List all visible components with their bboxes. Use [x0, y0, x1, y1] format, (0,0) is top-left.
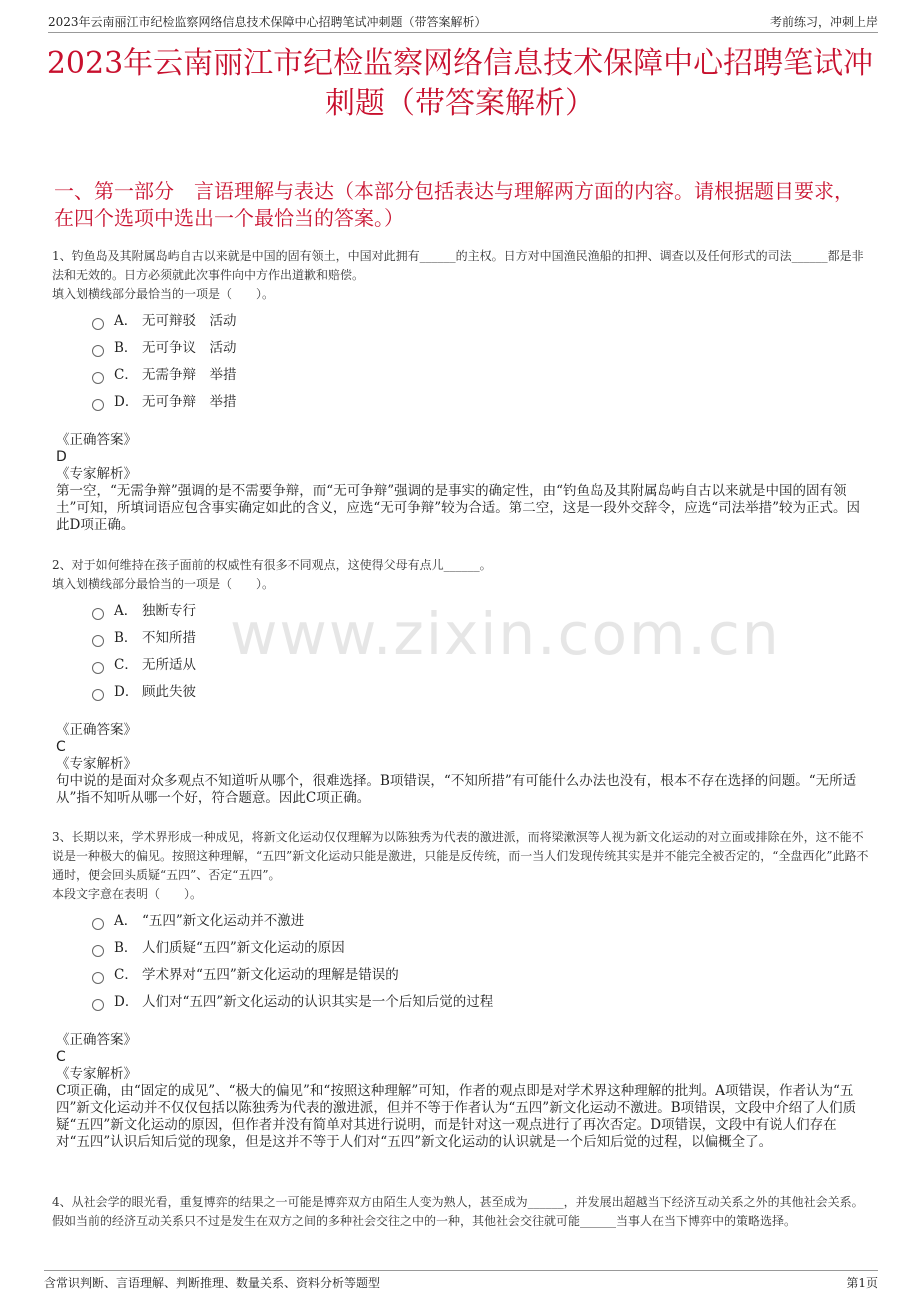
- correct-answer: C: [56, 739, 66, 755]
- analysis-tag: 《专家解析》: [56, 1066, 137, 1082]
- radio-icon[interactable]: [92, 318, 104, 330]
- header-doc-title: 2023年云南丽江市纪检监察网络信息技术保障中心招聘笔试冲刺题（带答案解析）: [48, 15, 487, 29]
- question-2: [52, 556, 870, 706]
- radio-icon[interactable]: [92, 372, 104, 384]
- radio-icon[interactable]: [92, 608, 104, 620]
- option-c[interactable]: C． 学术界对“五四”新文化运动的理解是错误的: [92, 962, 870, 989]
- radio-icon[interactable]: [92, 689, 104, 701]
- answer-tag: 《正确答案》: [56, 1032, 137, 1048]
- radio-icon[interactable]: [92, 999, 104, 1011]
- page-title: 2023年云南丽江市纪检监察网络信息技术保障中心招聘笔试冲刺题（带答案解析）: [46, 46, 874, 121]
- answer-tag: 《正确答案》: [56, 432, 137, 448]
- option-list: [92, 598, 870, 706]
- section-heading: 一、第一部分 言语理解与表达（本部分包括表达与理解两方面的内容。请根据题目要求，在四个选项中选出一个最恰当的答案。）: [54, 179, 854, 230]
- option-list: [92, 908, 870, 1016]
- analysis-tag: 《专家解析》: [56, 756, 137, 772]
- question-instruction: 填入划横线部分最恰当的一项是（ ）。: [52, 287, 275, 301]
- question-3: [52, 828, 870, 1016]
- question-instruction: 填入划横线部分最恰当的一项是（ ）。: [52, 577, 275, 591]
- header-slogan: 考前练习，冲刺上岸: [769, 15, 878, 29]
- analysis-text: 第一空，“无需争辩”强调的是不需要争辩，而“无可争辩”强调的是事实的确定性，由“钓鱼岛及其附属岛屿自古以来就是中国的固有领土”可知，所填词语应包含事实确定如此的含义，应选“无可争辩”较为合适。第二空，这是一段外交辞令，应选“司法举措”较为正式。因此D项正确。: [56, 483, 861, 533]
- option-c[interactable]: C． 无所适从: [92, 652, 870, 679]
- option-d[interactable]: D． 顾此失彼: [92, 679, 870, 706]
- question-stem: 4、从社会学的眼光看，重复博弈的结果之一可能是博弈双方由陌生人变为熟人，甚至成为______，并发展出超越当下经济互动关系之外的其他社会关系。假如当前的经济互动关系只不过是发生在双方之间的多种社会交往之中的一种，其他社会交往就可能______当事人在当下博弈中的策略选择。: [52, 1195, 864, 1228]
- analysis-tag: 《专家解析》: [56, 466, 137, 482]
- question-1: [52, 247, 870, 416]
- page-number: 第1页: [846, 1276, 878, 1290]
- option-b[interactable]: B． 无可争议 活动: [92, 335, 870, 362]
- question-instruction: 本段文字意在表明（ ）。: [52, 887, 203, 901]
- question-stem: 1、钓鱼岛及其附属岛屿自古以来就是中国的固有领土，中国对此拥有______的主权。日方对中国渔民渔船的扣押、调查以及任何形式的司法______都是非法和无效的。日方必须就此次事件向中方作出道歉和赔偿。: [52, 249, 864, 282]
- radio-icon[interactable]: [92, 918, 104, 930]
- option-a[interactable]: A． “五四”新文化运动并不激进: [92, 908, 870, 935]
- option-b[interactable]: B． 人们质疑“五四”新文化运动的原因: [92, 935, 870, 962]
- radio-icon[interactable]: [92, 399, 104, 411]
- radio-icon[interactable]: [92, 945, 104, 957]
- correct-answer: D: [56, 449, 67, 465]
- page-footer: [44, 1270, 878, 1293]
- option-c[interactable]: C． 无需争辩 举措: [92, 362, 870, 389]
- question-4: [52, 1193, 870, 1231]
- option-d[interactable]: D． 无可争辩 举措: [92, 389, 870, 416]
- radio-icon[interactable]: [92, 635, 104, 647]
- answer-block-2: [56, 722, 868, 807]
- question-stem: 2、对于如何维持在孩子面前的权威性有很多不同观点，这使得父母有点儿______。: [52, 558, 492, 572]
- watermark: www.zixin.com.cn: [230, 600, 781, 668]
- question-stem: 3、长期以来，学术界形成一种成见，将新文化运动仅仅理解为以陈独秀为代表的激进派，而将梁漱溟等人视为新文化运动的对立面或排除在外，这不能不说是一种极大的偏见。按照这种理解，“五四”新文化运动只能是激进，只能是反传统，而一当人们发现传统其实是并不能完全被否定的，“全盘西化”此路不通时，便会回头质疑“五四”、否定“五四”。: [52, 830, 869, 882]
- radio-icon[interactable]: [92, 972, 104, 984]
- option-b[interactable]: B． 不知所措: [92, 625, 870, 652]
- analysis-text: 句中说的是面对众多观点不知道听从哪个，很难选择。B项错误，“不知所措”有可能什么办法也没有，根本不存在选择的问题。“无所适从”指不知听从哪一个好，符合题意。因此C项正确。: [56, 773, 857, 806]
- option-a[interactable]: A． 无可辩驳 活动: [92, 308, 870, 335]
- answer-tag: 《正确答案》: [56, 722, 137, 738]
- page-header: [48, 10, 878, 33]
- correct-answer: C: [56, 1049, 66, 1065]
- option-d[interactable]: D． 人们对“五四”新文化运动的认识其实是一个后知后觉的过程: [92, 989, 870, 1016]
- radio-icon[interactable]: [92, 662, 104, 674]
- footer-note: 含常识判断、言语理解、判断推理、数量关系、资料分析等题型: [44, 1276, 381, 1290]
- option-list: [92, 308, 870, 416]
- option-a[interactable]: A． 独断专行: [92, 598, 870, 625]
- answer-block-1: [56, 432, 868, 534]
- answer-block-3: [56, 1032, 868, 1151]
- analysis-text: C项正确，由“固定的成见”、“极大的偏见”和“按照这种理解”可知，作者的观点即是对学术界这种理解的批判。A项错误，作者认为“五四”新文化运动并不仅仅包括以陈独秀为代表的激进派，但并不等于作者认为“五四”新文化运动不激进。B项错误，文段中介绍了人们质疑“五四”新文化运动的原因，但作者并没有简单对其进行说明，而是针对这一观点进行了再次否定。D项错误，文段中有说人们存在对“五四”认识后知后觉的现象，但是这并不等于人们对“五四”新文化运动的认识就是一个后知后觉的过程，以偏概全了。: [56, 1083, 857, 1150]
- radio-icon[interactable]: [92, 345, 104, 357]
